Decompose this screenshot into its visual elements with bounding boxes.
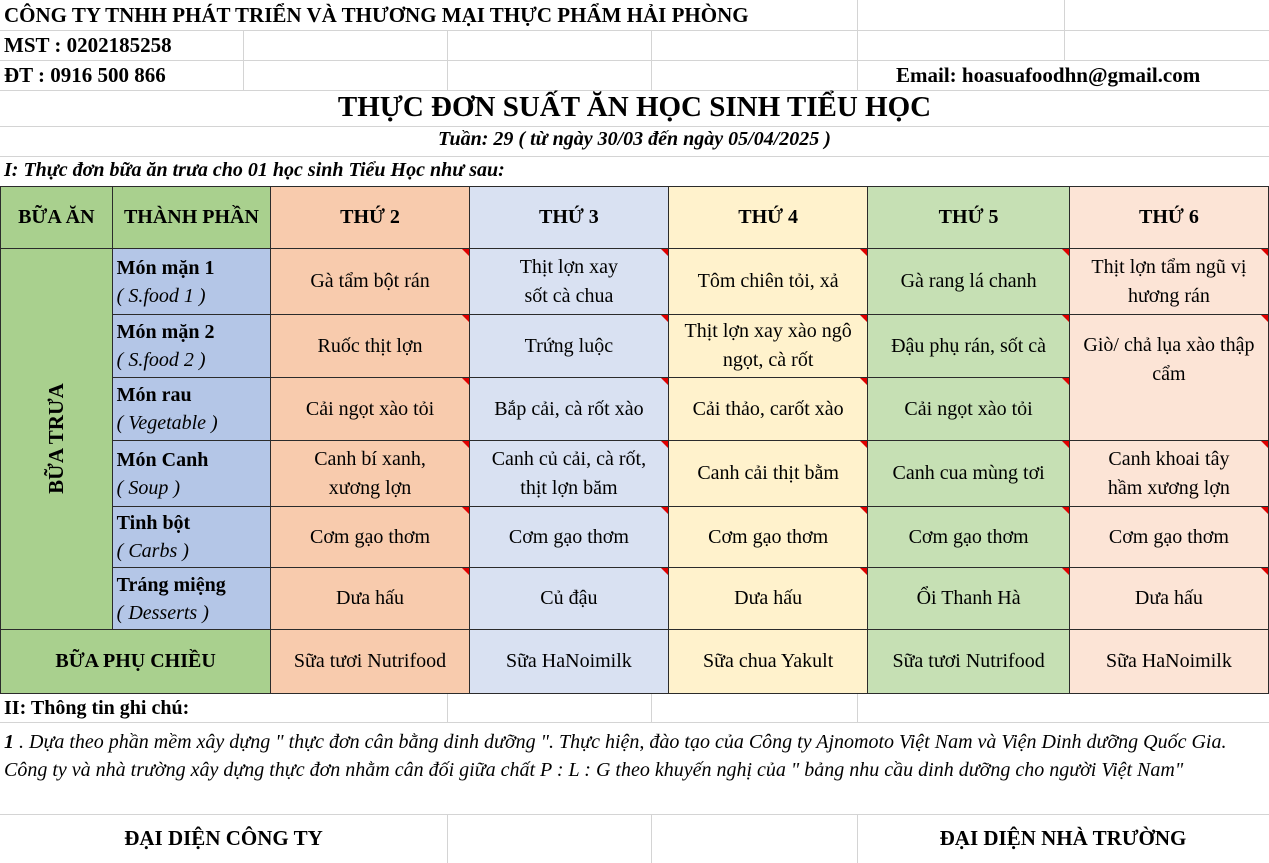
menu-cell-merged[interactable]: Giò/ chả lụa xào thập cẩm xyxy=(1069,315,1268,441)
school-signature-label: ĐẠI DIỆN NHÀ TRƯỜNG xyxy=(939,826,1187,850)
snack-label: BỮA PHỤ CHIỀU xyxy=(1,630,271,694)
snack-cell[interactable]: Sữa HaNoimilk xyxy=(469,630,668,694)
menu-cell[interactable]: Thịt lợn xay xào ngô ngọt, cà rốt xyxy=(668,315,867,378)
snack-cell[interactable]: Sữa tươi Nutrifood xyxy=(271,630,470,694)
row-label-carbs: Tinh bột ( Carbs ) xyxy=(112,507,271,568)
snack-cell[interactable]: Sữa HaNoimilk xyxy=(1069,630,1268,694)
menu-cell[interactable]: Gà tẩm bột rán xyxy=(271,249,470,315)
row-label-main-2: Món mặn 2 ( S.food 2 ) xyxy=(112,315,271,378)
phone-number: ĐT : 0916 500 866 xyxy=(4,63,166,87)
menu-cell[interactable]: Đậu phụ rán, sốt cà xyxy=(868,315,1070,378)
menu-cell[interactable]: Thịt lợn tẩm ngũ vị hương rán xyxy=(1069,249,1268,315)
email-address: Email: hoasuafoodhn@gmail.com xyxy=(896,63,1201,87)
menu-cell[interactable]: Dưa hấu xyxy=(271,568,470,630)
menu-cell[interactable]: Củ đậu xyxy=(469,568,668,630)
menu-cell[interactable]: Bắp cải, cà rốt xào xyxy=(469,378,668,441)
menu-cell[interactable]: Cơm gạo thơm xyxy=(1069,507,1268,568)
row-label-dessert: Tráng miệng ( Desserts ) xyxy=(112,568,271,630)
snack-cell[interactable]: Sữa tươi Nutrifood xyxy=(868,630,1070,694)
menu-cell[interactable]: Cải ngọt xào tỏi xyxy=(868,378,1070,441)
week-subtitle: Tuần: 29 ( từ ngày 30/03 đến ngày 05/04/2025 ) xyxy=(438,128,831,150)
menu-cell[interactable]: Canh bí xanh, xương lợn xyxy=(271,441,470,507)
menu-cell[interactable]: Canh khoai tây hầm xương lợn xyxy=(1069,441,1268,507)
menu-cell[interactable]: Dưa hấu xyxy=(668,568,867,630)
section-1-heading: I: Thực đơn bữa ăn trưa cho 01 học sinh Tiểu Học như sau: xyxy=(4,159,505,181)
section-2-heading: II: Thông tin ghi chú: xyxy=(4,697,190,719)
menu-cell[interactable]: Canh củ cải, cà rốt, thịt lợn băm xyxy=(469,441,668,507)
note-text: . Dựa theo phần mềm xây dựng " thực đơn cân bằng dinh dưỡng ". Thực hiện, đào tạo của Công ty Ajnomoto Việt Nam và Viện Dinh dưỡng Quốc Gia. Công ty và nhà trường xây dựng thực đơn nhằm cân đối giữa chất P : L : G theo khuyến nghị của " bảng nhu cầu dinh dưỡng cho người Việt Nam" xyxy=(4,731,1227,781)
row-label-main-1: Món mặn 1 ( S.food 1 ) xyxy=(112,249,271,315)
header-meal: BỮA ĂN xyxy=(1,187,113,249)
menu-table xyxy=(0,186,1269,694)
note-number: 1 xyxy=(4,731,14,753)
menu-cell[interactable]: Cải ngọt xào tỏi xyxy=(271,378,470,441)
lunch-label-cell xyxy=(1,249,113,630)
header-day-tue: THỨ 3 xyxy=(469,187,668,249)
header-day-thu: THỨ 5 xyxy=(868,187,1070,249)
menu-cell[interactable]: Ruốc thịt lợn xyxy=(271,315,470,378)
menu-cell[interactable]: Gà rang lá chanh xyxy=(868,249,1070,315)
menu-cell[interactable]: Cơm gạo thơm xyxy=(271,507,470,568)
menu-cell[interactable]: Cơm gạo thơm xyxy=(469,507,668,568)
row-label-soup: Món Canh ( Soup ) xyxy=(112,441,271,507)
header-day-wed: THỨ 4 xyxy=(668,187,867,249)
menu-cell[interactable]: Cơm gạo thơm xyxy=(868,507,1070,568)
header-component: THÀNH PHẦN xyxy=(112,187,271,249)
menu-cell[interactable]: Canh cua mùng tơi xyxy=(868,441,1070,507)
menu-cell[interactable]: Cải thảo, carốt xào xyxy=(668,378,867,441)
menu-cell[interactable]: Thịt lợn xay sốt cà chua xyxy=(469,249,668,315)
menu-cell[interactable]: Tôm chiên tỏi, xả xyxy=(668,249,867,315)
menu-cell[interactable]: Ổi Thanh Hà xyxy=(868,568,1070,630)
menu-cell[interactable]: Dưa hấu xyxy=(1069,568,1268,630)
header-day-fri: THỨ 6 xyxy=(1069,187,1268,249)
company-name: CÔNG TY TNHH PHÁT TRIỂN VÀ THƯƠNG MẠI THỰC PHẨM HẢI PHÒNG xyxy=(4,3,749,27)
row-label-vegetable: Món rau ( Vegetable ) xyxy=(112,378,271,441)
note-paragraph xyxy=(4,728,1244,784)
page-title: THỰC ĐƠN SUẤT ĂN HỌC SINH TIỂU HỌC xyxy=(337,91,932,123)
menu-cell[interactable]: Canh cải thịt bằm xyxy=(668,441,867,507)
company-signature-label: ĐẠI DIỆN CÔNG TY xyxy=(124,826,323,850)
menu-cell[interactable]: Trứng luộc xyxy=(469,315,668,378)
header-day-mon: THỨ 2 xyxy=(271,187,470,249)
lunch-label: BỮA TRƯA xyxy=(43,383,68,494)
menu-cell[interactable]: Cơm gạo thơm xyxy=(668,507,867,568)
snack-cell[interactable]: Sữa chua Yakult xyxy=(668,630,867,694)
tax-code: MST : 0202185258 xyxy=(4,33,172,57)
